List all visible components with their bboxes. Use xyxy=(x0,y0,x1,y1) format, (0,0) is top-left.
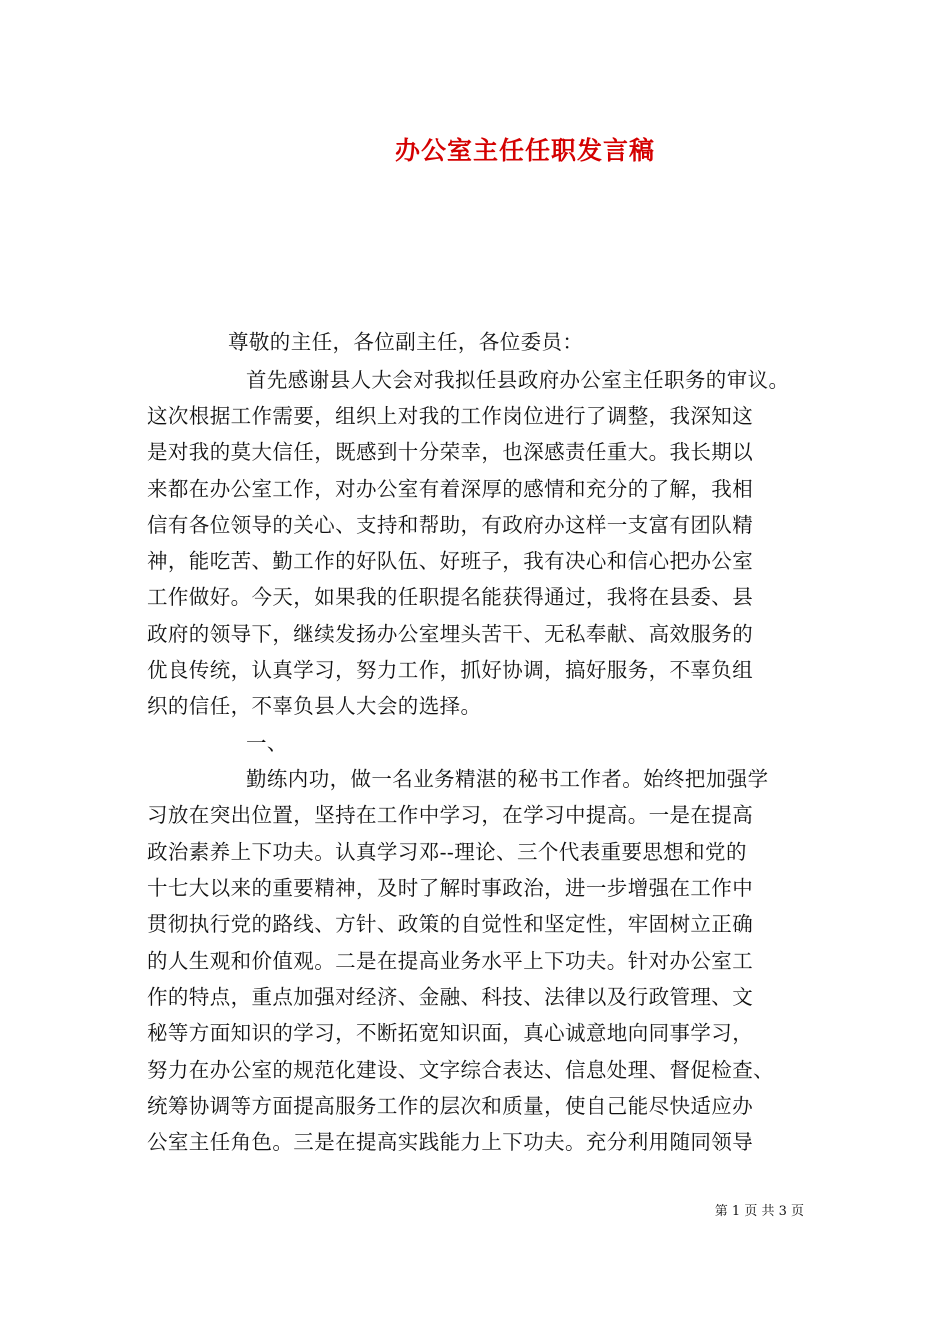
salutation-line: 尊敬的主任，各位副主任，各位委员： xyxy=(228,330,584,354)
body-line: 习放在突出位置，坚持在工作中学习，在学习中提高。一是在提高 xyxy=(147,803,754,827)
section-number: 一、 xyxy=(246,731,288,755)
body-line: 神，能吃苦、勤工作的好队伍、好班子，我有决心和信心把办公室 xyxy=(147,549,754,573)
body-line: 秘等方面知识的学习，不断拓宽知识面，真心诚意地向同事学习， xyxy=(147,1021,754,1045)
body-line: 首先感谢县人大会对我拟任县政府办公室主任职务的审议。 xyxy=(246,368,790,392)
body-line: 政府的领导下，继续发扬办公室埋头苦干、无私奉献、高效服务的 xyxy=(147,622,754,646)
body-line: 的人生观和价值观。二是在提高业务水平上下功夫。针对办公室工 xyxy=(147,949,754,973)
body-line: 十七大以来的重要精神，及时了解时事政治，进一步增强在工作中 xyxy=(147,876,754,900)
document-title: 办公室主任任职发言稿 xyxy=(394,136,655,165)
body-line: 公室主任角色。三是在提高实践能力上下功夫。充分利用随同领导 xyxy=(147,1130,754,1154)
body-line: 优良传统，认真学习，努力工作，抓好协调，搞好服务，不辜负组 xyxy=(147,658,754,682)
body-line: 是对我的莫大信任，既感到十分荣幸，也深感责任重大。我长期以 xyxy=(147,440,754,464)
page-footer: 第 1 页 共 3 页 xyxy=(714,1204,804,1219)
body-line: 信有各位领导的关心、支持和帮助，有政府办这样一支富有团队精 xyxy=(147,513,754,537)
body-line: 政治素养上下功夫。认真学习邓--理论、三个代表重要思想和党的 xyxy=(147,840,747,864)
body-line: 这次根据工作需要，组织上对我的工作岗位进行了调整，我深知这 xyxy=(147,404,754,428)
body-line: 统筹协调等方面提高服务工作的层次和质量，使自己能尽快适应办 xyxy=(147,1094,754,1118)
body-line: 努力在办公室的规范化建设、文字综合表达、信息处理、督促检查、 xyxy=(147,1058,774,1082)
body-line: 工作做好。今天，如果我的任职提名能获得通过，我将在县委、县 xyxy=(147,585,754,609)
body-line: 勤练内功，做一名业务精湛的秘书工作者。始终把加强学 xyxy=(246,767,769,791)
body-line: 织的信任，不辜负县人大会的选择。 xyxy=(147,694,482,718)
body-line: 贯彻执行党的路线、方针、政策的自觉性和坚定性，牢固树立正确 xyxy=(147,912,754,936)
body-line: 来都在办公室工作，对办公室有着深厚的感情和充分的了解，我相 xyxy=(147,477,754,501)
body-line: 作的特点，重点加强对经济、金融、科技、法律以及行政管理、文 xyxy=(147,985,754,1009)
